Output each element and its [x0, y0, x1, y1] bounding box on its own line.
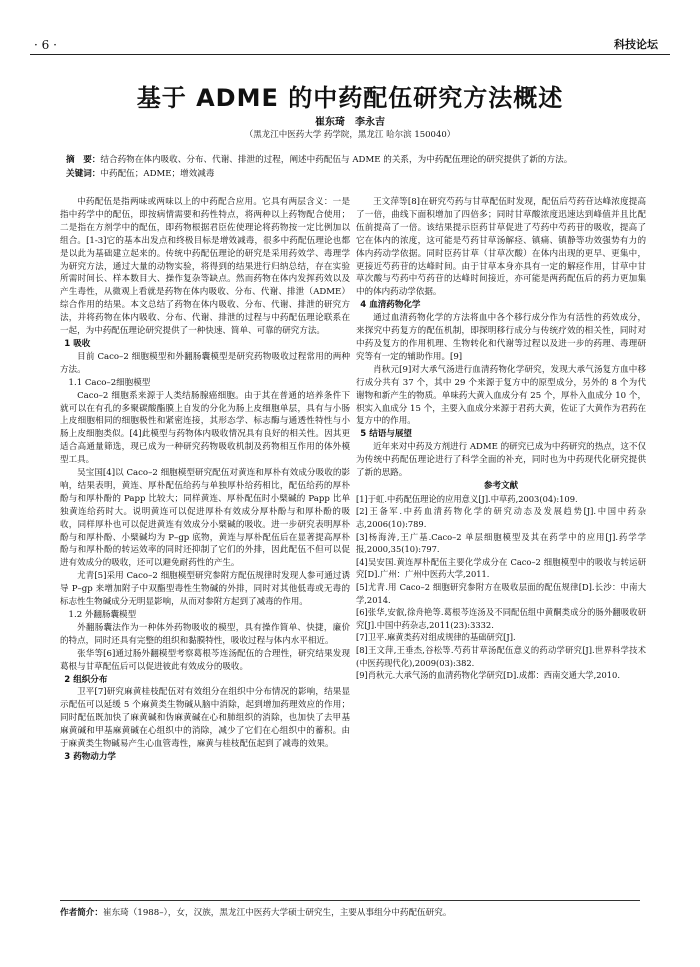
footnote-label: 作者简介：: [60, 908, 103, 918]
body-paragraph: 卫平[7]研究麻黄桂枝配伍对有效组分在组织中分布情况的影响，结果显示配伍可以延缓 5 个麻黄类生物碱从脑中消除，起到增加药理效应的作用；同时配伍既加快了麻黄碱和伪麻黄碱在心和肺组织的消除，也加快了去甲基麻黄碱和甲基麻黄碱在心组织中的消除，减少了它们在心组织中的蓄积。由于麻黄类生物碱易产生心血管毒性，麻黄与桂枝配伍起到了减毒的效果。: [60, 687, 350, 750]
reference-item: [9]肖秋元.大承气汤的血清药物化学研究[D].成都：西南交通大学,2010.: [356, 670, 620, 681]
journal-section-title: 科技论坛: [614, 38, 658, 51]
author-footnote: [60, 906, 451, 918]
footnote-text: 崔东琦（1988–），女，汉族，黑龙江中医药大学硕士研究生，主要从事组分中药配伍研究。: [102, 908, 452, 918]
body-paragraph: 近年来对中药及方剂进行 ADME 的研究已成为中药研究的热点，这不仅为传统中药配伍理论进行了科学全面的补充，同时也为中药现代化研究提供了新的思路。: [356, 442, 646, 479]
body-paragraph: 尤青[5]采用 Caco–2 细胞模型研究参附方配伍规律时发现人参可通过诱导 P–gp 来增加附子中双酯型毒性生物碱的外排，同时对其他低毒或无毒的标志性生物碱成分无明显影响，从而对参附方起到了减毒的作用。: [60, 571, 350, 608]
reference-item: [4]吴安国.黄连厚朴配伍主要化学成分在 Caco–2 细胞模型中的吸收与转运研究[D].广州：广州中医药大学,2011.: [356, 556, 646, 580]
left-column: [60, 196, 350, 764]
body-paragraph: 通过血清药物化学的方法将血中各个移行成分作为有活性的药效成分，来探究中药复方的配伍机制，即探明移行成分与传统疗效的相关性，同时对中药及复方的作用机理、生物转化和代谢等过程以及进一步的药理、毒理研究等有一定的辅助作用。[9]: [356, 313, 646, 362]
reference-item: [6]张华,安叡,徐舟艳等.葛根芩连汤及不同配伍组中黄酮类成分的肠外翻吸收研究[J].中国中药杂志,2011(23):3332.: [356, 607, 646, 630]
right-column: [356, 196, 646, 682]
abstract-block: [66, 153, 640, 181]
authors: 崔东琦 李永吉: [315, 117, 385, 128]
reference-item: [2]王备军.中药血清药物化学的研究动态及发展趋势[J].中国中药杂志,2006(10):789.: [356, 506, 646, 530]
reference-item: [3]杨海涛,王广基.Caco–2 单层细胞模型及其在药学中的应用[J].药学学报,2000,35(10):797.: [356, 531, 646, 555]
section-heading: 3 药物动力学: [64, 751, 116, 762]
page-number: · 6 ·: [34, 38, 57, 52]
abstract-label: 摘 要：: [66, 155, 101, 165]
keywords: [66, 167, 640, 181]
body-paragraph: 王文萍等[8]在研究芍药与甘草配伍时发现，配伍后芍药苷达峰浓度提高了一倍，曲线下面积增加了四倍多；同时甘草酸浓度迅速达到峰值并且比配伍前提高了一倍。该结果提示臣药甘草促进了芍药中芍药苷的吸收，提高了它在体内的浓度，这可能是芍药甘草汤解痉、镇痛、镇静等功效强势有力的体内药动学依据。同时臣药甘草（甘草次酸）在体内出现的更早、更集中，更接近芍药苷的达峰时间。由于甘草本身亦具有一定的解痉作用，甘草中甘草次酸与芍药中芍药苷的达峰时间接近，亦可能是两药配伍后的药力更加集中的体内药动学依据。: [356, 197, 646, 298]
footnote-rule: [60, 900, 640, 901]
body-paragraph: 张华等[6]通过肠外翻模型考察葛根芩连汤配伍的合理性，研究结果发现葛根与甘草配伍后可以促进彼此有效成分的吸收。: [60, 648, 350, 672]
section-heading: 1 吸收: [64, 338, 91, 349]
body-paragraph: 外翻肠囊法作为一种体外药物吸收的模型，具有操作简单、快捷，廉价的特点，同时还具有完整的组织和黏膜特性，吸收过程与体内水平相近。: [60, 622, 350, 646]
affiliation: （黑龙江中医药大学 药学院，黑龙江 哈尔滨 150040）: [244, 130, 456, 140]
body-paragraph: 吴宝国[4]以 Caco–2 细胞模型研究配伍对黄连和厚朴有效成分吸收的影响，结果表明，黄连、厚朴配伍给药与单独厚朴给药相比，配伍给药的厚朴酚与和厚朴酚的 Papp 比较大；同样黄连、厚朴配伍时小檗碱的 Papp 比单独黄连给药时大。说明黄连可以促进厚朴有效成分厚朴酚与和厚朴酚的吸收，同样厚朴也可以促进黄连有效成分小檗碱的吸收。进一步研究表明厚朴酚与和厚朴酚、小檗碱均为 P–gp 底物，黄连与厚朴配伍后在显著提高厚朴酚与和厚朴酚的转运效率的同时还抑制了它们的外排，因此配伍不但可以促进有效成分的吸收，还可以避免耐药性的产生。: [60, 468, 350, 569]
reference-item: [1]于虹.中药配伍理论的应用意义[J].中草药,2003(04):109.: [356, 493, 578, 504]
article-title: 基于 ADME 的中药配伍研究方法概述: [136, 84, 564, 112]
keywords-label: 关键词：: [66, 169, 101, 179]
section-heading: 5 结语与展望: [360, 429, 412, 440]
body-paragraph: 肖秋元[9]对大承气汤进行血清药物化学研究，发现大承气汤复方血中移行成分共有 37 个，其中 29 个来源于复方中的原型成分，另外的 8 个为代谢物和新产生的物质。单味药大黄入血成分有 25 个，厚朴入血成分 10 个，枳实入血成分 15 个，主要入血成分来源于君药大黄，佐证了大黄作为君药在复方中的作用。: [356, 364, 646, 427]
body-paragraph: Caco–2 细胞系来源于人类结肠腺癌细胞。由于其在普通的培养条件下就可以在有孔的多聚碳酸酯膜上自发的分化为肠上皮细胞单层，具有与小肠上皮细胞相同的细胞极性和紧密连接，其形态学、标志酶与通透性特性与小肠上皮细胞类似。[4]此模型与药物体内吸收情况具有良好的相关性。因其更适合高通量筛选，现已成为一种研究药物吸收机制及药物相互作用的体外模型工具。: [60, 390, 350, 466]
body-paragraph: 目前 Caco–2 细胞模型和外翻肠囊模型是研究药物吸收过程常用的两种方法。: [60, 351, 350, 375]
references-title: 参考文献: [483, 480, 519, 491]
header-rule: [30, 54, 670, 55]
reference-item: [7]卫平.麻黄类药对组成规律的基础研究[J].: [356, 632, 516, 643]
abstract-text: 结合药物在体内吸收、分布、代谢、排泄的过程，阐述中药配伍与 ADME 的关系，为中药配伍理论的研究提供了新的方法。: [100, 155, 573, 165]
subsection-heading: 1.1 Caco–2细胞模型: [68, 377, 151, 388]
reference-item: [8]王文萍,王垂杰,谷松等.芍药甘草汤配伍意义的药动学研究[J].世界科学技术(中医药现代化),2009(03):382.: [356, 644, 646, 668]
reference-item: [5]尤青.用 Caco–2 细胞研究参附方在吸收层面的配伍规律[D].长沙：中南大学,2014.: [356, 582, 646, 605]
keywords-text: 中药配伍；ADME；增效减毒: [100, 169, 215, 179]
subsection-heading: 1.2 外翻肠囊模型: [68, 610, 137, 620]
body-paragraph: 中药配伍是指两味或两味以上的中药配合应用。它具有两层含义：一是指中药学中的配伍，即按病情需要和药性特点，将两种以上药物配合使用；二是指在方剂学中的配伍，即药物根据君臣佐使理论将药物按一定比例加以组合。[1-3]它的基本出发点和终极目标是增效减毒，很多中药配伍理论也都是以此为基础建立起来的。传统中药配伍理论的研究是采用药效学、毒理学为研究方法，通过大量的动物实验，将得到的结果进行归纳总结，存在实验所需时间长、样本数目大、操作复杂等缺点。然而药物在体内发挥药效以及产生毒性，从微观上看就是药物在体内吸收、分布、代谢、排泄（ADME）综合作用的结果。本文总结了药物在体内吸收、分布、代谢、排泄的研究方法，并将药物在体内吸收、分布、代谢、排泄的过程与中药配伍理论联系在一起，为中药配伍理论研究提供了一种快速、简单、可靠的研究方法。: [60, 197, 350, 337]
abstract: [66, 153, 640, 167]
section-heading: 2 组织分布: [64, 674, 108, 685]
section-heading: 4 血清药物化学: [360, 300, 421, 311]
